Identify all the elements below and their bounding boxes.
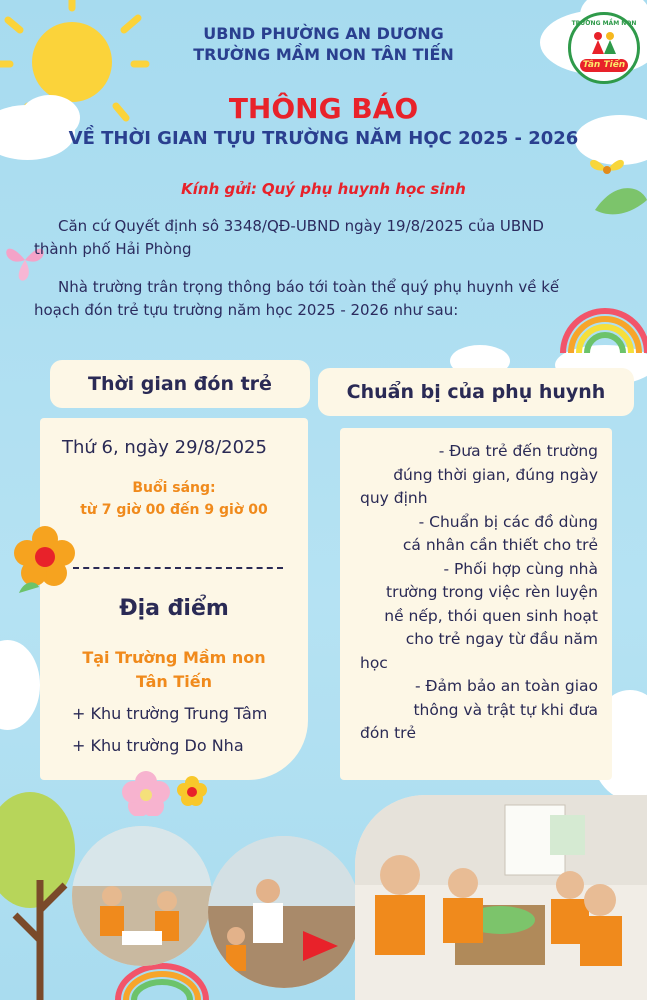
- campus-1: + Khu trường Trung Tâm: [72, 704, 268, 723]
- prep-line: đúng thời gian, đúng ngày: [393, 465, 598, 484]
- campus-2: + Khu trường Do Nha: [72, 736, 244, 755]
- rainbow-bottom-icon: [112, 960, 212, 1000]
- prep-line: trường trong việc rèn luyện: [386, 583, 598, 601]
- flower-left-icon: [14, 525, 76, 595]
- prep-line: học: [360, 653, 388, 672]
- location-line-1: Tại Trường Mầm non: [82, 648, 266, 667]
- group-photo-illustration: [355, 795, 647, 1000]
- pickup-date: Thứ 6, ngày 29/8/2025: [62, 437, 267, 458]
- greeting: [0, 180, 647, 198]
- greeting-prefix: Kính gửi:: [181, 180, 258, 198]
- right-heading: Chuẩn bị của phụ huynh: [318, 368, 634, 416]
- paragraph-1-line-2: thành phố Hải Phòng: [34, 240, 192, 258]
- photo-classroom-2: [208, 836, 360, 988]
- prep-line: nề nếp, thói quen sinh hoạt: [384, 606, 598, 625]
- flower-yellow-icon: [176, 775, 208, 807]
- flower-pink-icon: [122, 770, 170, 816]
- prep-line: - Đưa trẻ đến trường: [438, 442, 598, 460]
- session-time: từ 7 giờ 00 đến 9 giờ 00: [80, 502, 268, 518]
- header-line-2: TRƯỜNG MẦM NON TÂN TIẾN: [193, 45, 454, 64]
- photo-children-group: [355, 795, 647, 1000]
- prep-line: - Đảm bảo an toàn giao: [415, 677, 598, 695]
- prep-line: cho trẻ ngay từ đầu năm: [405, 630, 598, 648]
- page-subtitle: VỀ THỜI GIAN TỰU TRƯỜNG NĂM HỌC 2025 - 2026: [68, 128, 579, 149]
- logo-bottom-text: Tân Tiến: [580, 59, 628, 72]
- location-heading: Địa điểm: [119, 596, 229, 621]
- logo-top-text: TRƯỜNG MẦM NON: [571, 20, 637, 27]
- greeting-recipient: Quý phụ huynh học sinh: [261, 180, 466, 198]
- prep-line: - Phối hợp cùng nhà: [443, 559, 598, 578]
- paragraph-1-line-1: Căn cứ Quyết định sô 3348/QĐ-UBND ngày 19/8/2025 của UBND: [58, 217, 544, 235]
- prep-line: cá nhân cần thiết cho trẻ: [402, 536, 598, 554]
- prep-line: đón trẻ: [360, 724, 417, 742]
- dashed-divider: [73, 567, 283, 569]
- left-heading: Thời gian đón trẻ: [50, 360, 310, 408]
- preparation-list: [360, 440, 598, 746]
- session-label: Buổi sáng:: [132, 480, 216, 496]
- teacher-photo-illustration: [208, 836, 360, 988]
- paragraph-2-line-1: Nhà trường trân trọng thông báo tới toàn thể quý phụ huynh về kế: [58, 278, 560, 296]
- paragraph-2-line-2: hoạch đón trẻ tựu trường năm học 2025 - 2026 như sau:: [34, 301, 459, 319]
- header-line-1: UBND PHƯỜNG AN DƯƠNG: [203, 24, 444, 43]
- photo-classroom-1: [72, 826, 212, 966]
- children-photo-illustration: [72, 826, 212, 966]
- prep-line: thông và trật tự khi đưa: [413, 700, 598, 719]
- location-line-2: Tân Tiến: [135, 672, 213, 691]
- prep-line: - Chuẩn bị các đồ dùng: [418, 512, 598, 531]
- page-title: THÔNG BÁO: [228, 92, 419, 125]
- prep-line: quy định: [360, 489, 428, 507]
